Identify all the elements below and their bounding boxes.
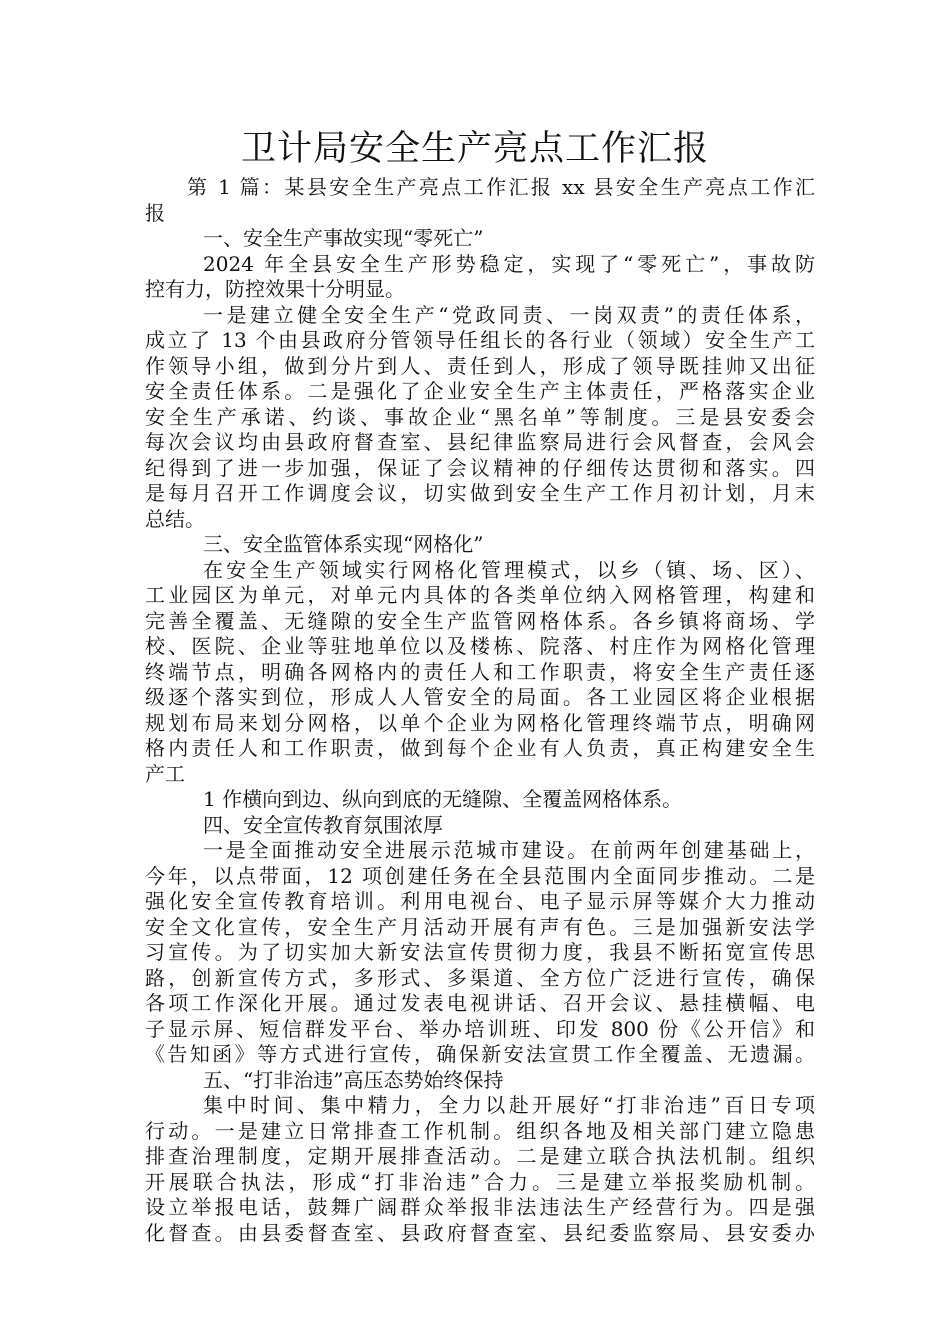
text-line: 安全生产承诺、约谈、事故企业“黑名单”等制度。三是县安委会 [145, 404, 815, 429]
text-line: 一是全面推动安全进展示范城市建设。在前两年创建基础上， [203, 838, 815, 862]
text-line: 规划布局来划分网格，以单个企业为网格化管理终端节点，明确网 [145, 710, 815, 735]
text-line: 作领导小组，做到分片到人、责任到人，形成了领导既挂帅又出征 [145, 353, 815, 378]
text-line: 行动。一是建立日常排查工作机制。组织各地及相关部门建立隐患 [145, 1118, 815, 1143]
text-line: 各项工作深化开展。通过发表电视讲话、召开会议、悬挂横幅、电 [145, 991, 815, 1015]
text-line: 2024 年全县安全生产形势稳定，实现了“零死亡”，事故防 [203, 251, 815, 276]
text-line: 是每月召开工作调度会议，切实做到安全生产工作月初计划，月末 [145, 481, 815, 505]
text-line: 工业园区为单元，对单元内具体的各类单位纳入网格管理，构建和 [145, 583, 815, 607]
text-line: 控有力，防控效果十分明显。 [145, 277, 405, 301]
document-body [145, 175, 815, 1246]
text-line: 四、安全宣传教育氛围浓厚 [203, 812, 443, 837]
text-line: 在安全生产领域实行网格化管理模式，以乡（镇、场、区）、 [203, 557, 815, 582]
text-line: 化督查。由县委督查室、县政府督查室、县纪委监察局、县安委办 [145, 1220, 815, 1245]
text-line: 五、“打非治违”高压态势始终保持 [203, 1067, 504, 1092]
text-line: 开展联合执法，形成“打非治违”合力。三是建立举报奖励机制。 [145, 1169, 815, 1194]
text-line: 产工 [145, 761, 185, 786]
text-line: 路，创新宣传方式，多形式、多渠道、全方位广泛进行宣传，确保 [145, 965, 815, 990]
text-line: 今年，以点带面，12 项创建任务在全县范围内全面同步推动。二是 [145, 863, 815, 888]
text-line: 总结。 [145, 506, 205, 531]
text-line: 级逐个落实到位，形成人人管安全的局面。各工业园区将企业根据 [145, 685, 815, 709]
text-line: 1 作横向到边、纵向到底的无缝隙、全覆盖网格体系。 [203, 787, 683, 811]
text-line: 习宣传。为了切实加大新安法宣传贯彻力度，我县不断拓宽宣传思 [145, 940, 815, 964]
text-line: 排查治理制度，定期开展排查活动。二是建立联合执法机制。组织 [145, 1144, 815, 1168]
text-line: 三、安全监管体系实现“网格化” [203, 532, 484, 556]
text-line: 纪得到了进一步加强，保证了会议精神的仔细传达贯彻和落实。四 [145, 455, 815, 480]
text-line: 格内责任人和工作职责，做到每个企业有人负责，真正构建安全生 [145, 736, 815, 760]
text-line: 《告知函》等方式进行宣传，确保新安法宣贯工作全覆盖、无遗漏。 [145, 1042, 815, 1066]
text-line: 完善全覆盖、无缝隙的安全生产监管网格体系。各乡镇将商场、学 [145, 608, 815, 633]
text-line: 设立举报电话，鼓舞广阔群众举报非法违法生产经营行为。四是强 [145, 1195, 815, 1219]
text-line: 强化安全宣传教育培训。利用电视台、电子显示屏等媒介大力推动 [145, 889, 815, 913]
text-line: 每次会议均由县政府督查室、县纪律监察局进行会风督查，会风会 [145, 430, 815, 454]
text-line: 终端节点，明确各网格内的责任人和工作职责，将安全生产责任逐 [145, 659, 815, 684]
text-line: 校、医院、企业等驻地单位以及楼栋、院落、村庄作为网格化管理 [145, 634, 815, 658]
text-line: 一、安全生产事故实现“零死亡” [203, 226, 484, 250]
text-line: 成立了 13 个由县政府分管领导任组长的各行业（领域）安全生产工 [145, 328, 815, 352]
text-line: 子显示屏、短信群发平台、举办培训班、印发 800 份《公开信》和 [145, 1016, 815, 1041]
document-title: 卫计局安全生产亮点工作汇报 [240, 129, 709, 169]
text-line: 第 1 篇：某县安全生产亮点工作汇报 xx 县安全生产亮点工作汇 [187, 175, 815, 199]
text-line: 一是建立健全安全生产“党政同责、一岗双责”的责任体系， [203, 302, 815, 327]
text-line: 安全文化宣传，安全生产月活动开展有声有色。三是加强新安法学 [145, 914, 815, 939]
text-line: 安全责任体系。二是强化了企业安全生产主体责任，严格落实企业 [145, 379, 815, 403]
text-line: 集中时间、集中精力，全力以赴开展好“打非治违”百日专项 [203, 1093, 815, 1117]
text-line: 报 [145, 200, 165, 225]
